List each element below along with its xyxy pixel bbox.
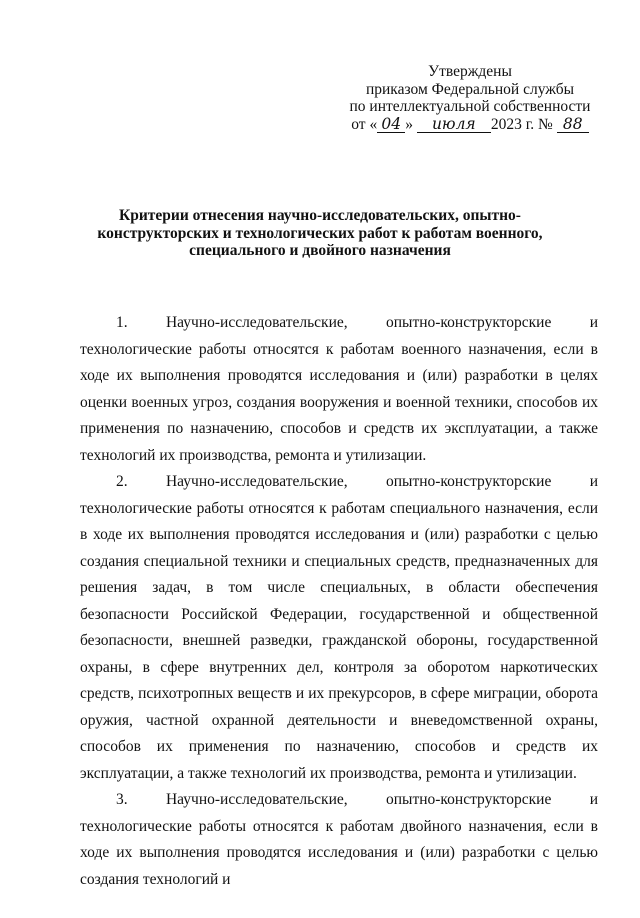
- date-prefix: от «: [351, 115, 378, 133]
- paragraph-1: 1. Научно-исследовательские, опытно-конструкторские и технологические работы относятся к работам военного назначения, если в ходе их выполнения проводятся исследования и (или) разработки в целях оценки военных угроз, создания вооружения и военной техники, способов их применения по назначению, способов и средств их эксплуатации, а также технологий их производства, ремонта и утилизации.: [80, 314, 598, 464]
- date-year: 2023 г. №: [490, 115, 553, 133]
- document-body: [80, 310, 598, 893]
- approval-heading: Утверждены: [428, 63, 512, 80]
- paragraph-2: 2. Научно-исследовательские, опытно-конструкторские и технологические работы относятся к работам специального назначения, если в ходе их выполнения проводятся исследования и (или) разработки с целью создания специальной техники и специальных средств, предназначенных для решения задач, в том числе специальных, в области обеспечения безопасности Российской Федерации, государственной и общественной безопасности, внешней разведки, гражданской обороны, государственной охраны, в сфере внутренних дел, контроля за оборотом наркотических средств, психотропных веществ и их прекурсоров, в сфере миграции, оборота оружия, частной охранной деятельности и вневедомственной охраны, способов их применения по назначению, способов и средств их эксплуатации, а также технологий их производства, ремонта и утилизации.: [80, 473, 598, 782]
- approval-block: [340, 63, 600, 133]
- approval-order-line: приказом Федеральной службы: [365, 80, 575, 98]
- document-title: Критерии отнесения научно-исследовательских, опытно-конструкторских и технологических работ к работам военного, специального и двойного назначения: [97, 207, 543, 259]
- handwritten-order-number: 88: [557, 117, 589, 133]
- approval-agency-line: по интеллектуальной собственности: [349, 98, 591, 115]
- paragraph-3: 3. Научно-исследовательские, опытно-конструкторские и технологические работы относятся к работам двойного назначения, если в ходе их выполнения проводятся исследования и (или) разработки с целью создания технологий и: [80, 791, 598, 888]
- handwritten-month: июля: [417, 117, 491, 133]
- approval-date-line: [340, 116, 600, 134]
- handwritten-day: 04: [377, 117, 405, 133]
- date-quote-close: »: [405, 115, 413, 133]
